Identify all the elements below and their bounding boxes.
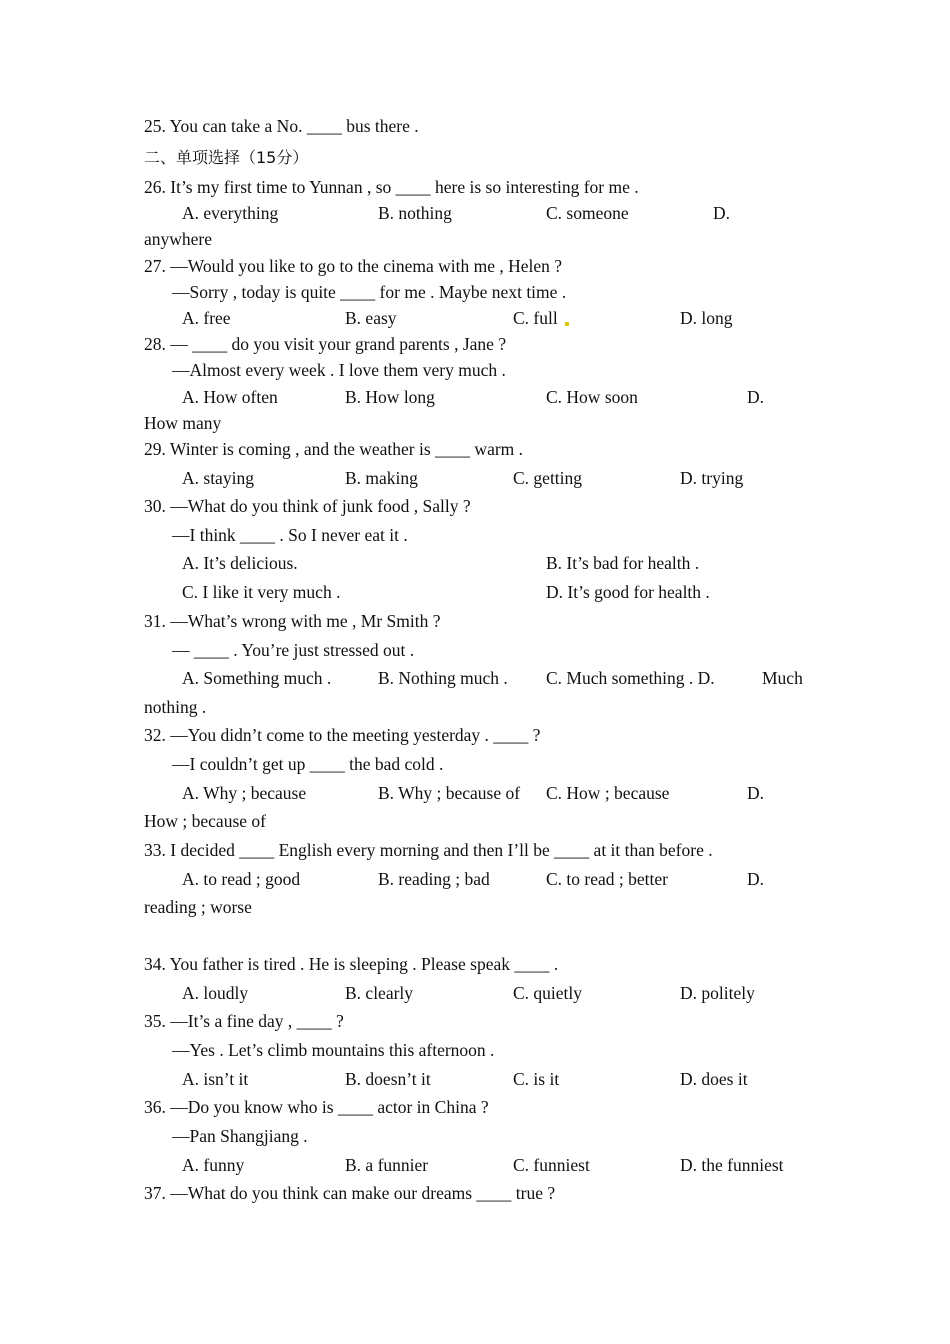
option-26-a: A. everything <box>182 203 279 223</box>
option-27-c: C. full <box>513 308 558 328</box>
option-33-c: C. to read ; better <box>546 869 668 889</box>
option-33-b: B. reading ; bad <box>378 869 490 889</box>
option-29-c: C. getting <box>513 468 583 488</box>
question-30-reply: —I think ____ . So I never eat it . <box>172 525 408 545</box>
question-34: 34. You father is tired . He is sleeping . Please speak ____ . <box>144 954 559 974</box>
option-35-b: B. doesn’t it <box>345 1069 431 1089</box>
option-36-d: D. the funniest <box>680 1155 784 1175</box>
option-28-b: B. How long <box>345 387 435 407</box>
question-30: 30. —What do you think of junk food , Sally ? <box>144 496 471 516</box>
question-29: 29. Winter is coming , and the weather is ____ warm . <box>144 439 524 459</box>
option-27-a: A. free <box>182 308 231 328</box>
option-30-d: D. It’s good for health . <box>546 582 710 602</box>
question-28: 28. — ____ do you visit your grand parents , Jane ? <box>144 334 507 354</box>
option-32-b: B. Why ; because of <box>378 783 521 803</box>
question-36: 36. —Do you know who is ____ actor in China ? <box>144 1097 489 1117</box>
option-26-d-text: anywhere <box>144 229 213 249</box>
option-32-d-text: How ; because of <box>144 811 266 831</box>
question-32: 32. —You didn’t come to the meeting yesterday . ____ ? <box>144 725 541 745</box>
option-29-a: A. staying <box>182 468 254 488</box>
option-30-c: C. I like it very much . <box>182 582 341 602</box>
section-heading: 二、单项选择（15分） <box>144 148 309 167</box>
question-25: 25. You can take a No. ____ bus there . <box>144 116 419 136</box>
option-31-c: C. Much something . D. <box>546 668 715 688</box>
option-34-b: B. clearly <box>345 983 414 1003</box>
question-31-reply: — ____ . You’re just stressed out . <box>172 640 415 660</box>
option-28-a: A. How often <box>182 387 278 407</box>
option-35-c: C. is it <box>513 1069 560 1089</box>
option-29-b: B. making <box>345 468 418 488</box>
option-29-d: D. trying <box>680 468 744 488</box>
option-36-b: B. a funnier <box>345 1155 429 1175</box>
question-35: 35. —It’s a fine day , ____ ? <box>144 1011 344 1031</box>
option-32-a: A. Why ; because <box>182 783 307 803</box>
question-28-reply: —Almost every week . I love them very much . <box>172 360 506 380</box>
option-33-d-text: reading ; worse <box>144 897 252 917</box>
question-27: 27. —Would you like to go to the cinema with me , Helen ? <box>144 256 563 276</box>
question-33: 33. I decided ____ English every morning and then I’ll be ____ at it than before . <box>144 840 713 860</box>
option-31-b: B. Nothing much . <box>378 668 508 688</box>
option-26-b: B. nothing <box>378 203 452 223</box>
option-27-b: B. easy <box>345 308 397 328</box>
question-26: 26. It’s my first time to Yunnan , so ____ here is so interesting for me . <box>144 177 639 197</box>
option-31-a: A. Something much . <box>182 668 332 688</box>
option-32-c: C. How ; because <box>546 783 670 803</box>
option-33-d: D. <box>747 869 765 889</box>
option-35-d: D. does it <box>680 1069 748 1089</box>
option-36-a: A. funny <box>182 1155 245 1175</box>
option-26-d: D. <box>713 203 731 223</box>
option-30-b: B. It’s bad for health . <box>546 553 700 573</box>
option-30-a: A. It’s delicious. <box>182 553 298 573</box>
option-26-c: C. someone <box>546 203 629 223</box>
question-35-reply: —Yes . Let’s climb mountains this afternoon . <box>172 1040 495 1060</box>
question-31: 31. —What’s wrong with me , Mr Smith ? <box>144 611 441 631</box>
option-34-d: D. politely <box>680 983 755 1003</box>
marker-dot <box>565 322 569 326</box>
option-36-c: C. funniest <box>513 1155 590 1175</box>
question-37: 37. —What do you think can make our dreams ____ true ? <box>144 1183 556 1203</box>
option-27-d: D. long <box>680 308 733 328</box>
option-34-a: A. loudly <box>182 983 249 1003</box>
option-32-d: D. <box>747 783 765 803</box>
option-34-c: C. quietly <box>513 983 583 1003</box>
question-32-reply: —I couldn’t get up ____ the bad cold . <box>172 754 444 774</box>
question-36-reply: —Pan Shangjiang . <box>172 1126 308 1146</box>
option-31-d-text: nothing . <box>144 697 207 717</box>
option-28-d-text: How many <box>144 413 222 433</box>
question-27-reply: —Sorry , today is quite ____ for me . Maybe next time . <box>172 282 567 302</box>
option-35-a: A. isn’t it <box>182 1069 249 1089</box>
option-28-c: C. How soon <box>546 387 638 407</box>
option-33-a: A. to read ; good <box>182 869 301 889</box>
option-28-d: D. <box>747 387 765 407</box>
option-31-d: Much <box>762 668 803 688</box>
